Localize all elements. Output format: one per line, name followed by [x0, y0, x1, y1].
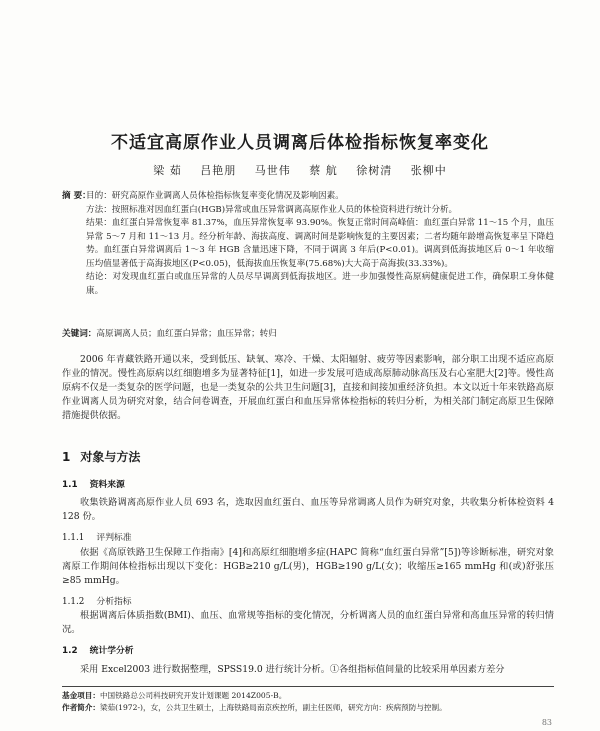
abstract: [62, 190, 554, 298]
keywords-text: 高原调离人员；血红蛋白异常；血压异常；转归: [96, 329, 277, 339]
abstract-label: 摘 要：: [62, 191, 91, 201]
subsubsection-number: 1.1.1: [62, 533, 85, 543]
author-name: 徐树清: [356, 164, 393, 177]
subsection-heading: [62, 643, 134, 656]
keywords-label: 关键词：: [62, 329, 97, 339]
fund-text: 中国铁路总公司科技研究开发计划课题 2014Z005-B。: [99, 691, 287, 700]
body-paragraph: 采用 Excel2003 进行数据整理，SPSS19.0 进行统计分析。①各组指标值间量的比较采用单因素方差分: [80, 664, 505, 675]
body-paragraph: 收集铁路调离高原作业人员 693 名，选取因血红蛋白、血压等异常调离人员作为研究对象，共收集分析体检资料 4 128 份。: [62, 497, 554, 522]
author-name: 梁 茹: [153, 164, 182, 177]
subsection-title: 资料来源: [89, 480, 125, 490]
page-number: 83: [541, 718, 552, 727]
subsubsection-title: 分析指标: [96, 597, 132, 607]
fund-footnote: [62, 690, 554, 701]
abstract-methods: 方法：按照标准对因血红蛋白(HGB)异常或血压异常调离高原作业人员的体检资料进行统计分析。: [86, 204, 458, 215]
section-title: 对象与方法: [80, 450, 141, 464]
author-name: 马世伟: [254, 164, 291, 177]
abstract-results: 结果：血红蛋白异常恢复率 81.37%，血压异常恢复率 93.90%。恢复正常时间高峰值：血红蛋白异常 11～15 个月，血压异常 5～7 月和 11～13 月。经分析年龄、海拔高度、调离时间是影响恢复的主要因素；二者均随年龄增高恢复率呈下降趋势。血红蛋白异常调离后 1～3 年 HGB 含量迅速下降，不同于调离 3 年后(P<0.01)。调离到低海拔地区后 0～1 年收缩压均值显著低于高海拔地区(P<0.05)，低海拔血压恢复率(75.68%)大大高于高海拔(33.33%)。: [86, 218, 554, 269]
subsection-number: 1.2: [62, 646, 78, 656]
author-list: [0, 162, 600, 178]
subsubsection-title: 评判标准: [96, 533, 132, 543]
subsection-title: 统计学分析: [89, 646, 134, 656]
abstract-purpose: 目的：研究高原作业调离人员体检指标恢复率变化情况及影响因素。: [86, 191, 344, 201]
author-name: 吕艳朋: [200, 164, 237, 177]
abstract-conclusion: 结论：对发现血红蛋白或血压异常的人员尽早调离到低海拔地区。进一步加强慢性高原病健康促进工作，确保职工身体健康。: [86, 272, 554, 296]
subsubsection-heading: [62, 594, 132, 607]
body-paragraph: 依据《高原铁路卫生保障工作指南》[4]和高原红细胞增多症(HAPC 简称“血红蛋白异常”[5])等诊断标准，研究对象离原工作期间体检指标出现以下变化：HGB≥210 g/L(男)，HGB≥190 g/L(女)；收缩压≥165 mmHg 和(或)舒张压≥85 mmHg。: [62, 547, 554, 586]
body-paragraph: 根据调离后体质指数(BMI)、血压、血常规等指标的变化情况，分析调离人员的血红蛋白异常和高血压异常的转归情况。: [62, 610, 554, 635]
author-name: 蔡 航: [309, 164, 338, 177]
fund-label: 基金项目：: [62, 691, 100, 700]
author-bio-label: 作者简介：: [62, 703, 100, 712]
author-bio-text: 梁茹(1972-)，女，公共卫生硕士，上海铁路局南京疾控所，副主任医师，研究方向：疾病预防与控制。: [99, 703, 447, 712]
author-name: 张柳中: [410, 164, 447, 177]
intro-paragraph: 2006 年青藏铁路开通以来，受到低压、缺氧、寒冷、干燥、太阳辐射、疲劳等因素影响，部分职工出现不适应高原作业的情况。慢性高原病以红细胞增多为显著特征[1]，如进一步发展可造成高原肺动脉高压及右心室肥大[2]等。慢性高原病不仅是一类复杂的医学问题，也是一类复杂的公共卫生问题[3]，直接和间接加重经济负担。本文以近十年来铁路高原作业调离人员为研究对象，结合问卷调查，开展血红蛋白和血压异常体检指标的转归分析，为相关部门制定高原卫生保障措施提供依据。: [62, 354, 554, 421]
subsubsection-heading: [62, 530, 132, 543]
paper-title: 不适宜高原作业人员调离后体检指标恢复率变化: [111, 133, 489, 153]
author-footnote: [62, 702, 554, 713]
subsection-number: 1.1: [62, 480, 78, 490]
section-number: 1: [62, 450, 71, 464]
footnote-divider: [62, 686, 554, 687]
section-heading: [62, 448, 140, 465]
subsubsection-number: 1.1.2: [62, 597, 85, 607]
subsection-heading: [62, 477, 125, 490]
keywords: [62, 327, 554, 339]
